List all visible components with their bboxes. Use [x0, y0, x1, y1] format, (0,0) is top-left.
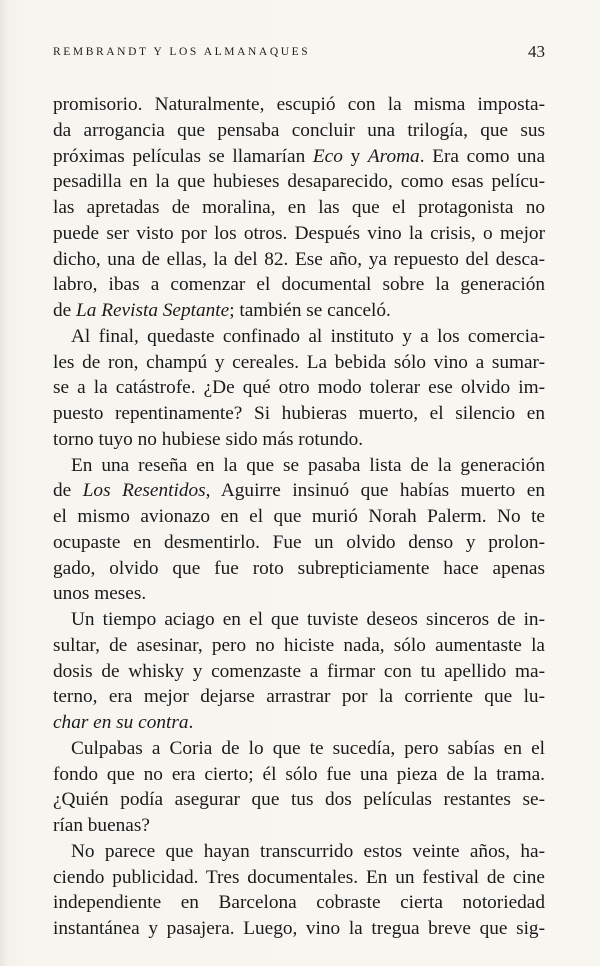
- text-run: y: [342, 145, 368, 167]
- text-line: fondo que no era cierto; él sólo fue una pieza de la trama.: [53, 763, 545, 785]
- italic-title: La Revista Septante: [76, 300, 230, 321]
- text-line: [53, 298, 545, 324]
- text-line: el mismo avionazo en el que murió Norah Palerm. No te: [53, 506, 545, 527]
- text-line: unos meses.: [53, 583, 147, 605]
- text-line: instantánea y pasajera. Luego, vino la tregua breve que sig-: [53, 918, 545, 939]
- text-line: puede ser visto por los otros. Después vino la crisis, o mejor: [53, 222, 545, 244]
- text-line: puesto repentinamente? Si hubieras muerto, el silencio en: [53, 403, 545, 424]
- text-run: de: [53, 480, 83, 502]
- text-line: [53, 710, 545, 736]
- text-line: No parece que hayan transcurrido estos veinte años, ha-: [71, 840, 545, 862]
- text-line: pesadilla en la que hubieses desaparecido, como esas pelícu-: [53, 171, 545, 193]
- text-line: En una reseña en la que se pasaba lista de la generación: [71, 454, 545, 476]
- text-line: sultar, de asesinar, pero no hiciste nada, sólo aumentaste la: [53, 634, 545, 656]
- text-line: ocupaste en desmentirlo. Fue un olvido denso y prolon-: [53, 531, 545, 553]
- text-line: torno tuyo no hubiese sido más rotundo.: [53, 428, 364, 450]
- text-run: de: [53, 300, 77, 321]
- page-header: [53, 42, 545, 66]
- text-line: labro, ibas a comenzar el documental sobre la generación: [53, 274, 545, 296]
- text-line: Culpabas a Coria de lo que te sucedía, pero sabías en el: [71, 737, 545, 759]
- text-line: les de ron, champú y cereales. La bebida sólo vino a sumar-: [53, 351, 545, 373]
- text-line: Al final, quedaste confinado al instituto y a los comercia-: [71, 325, 545, 347]
- text-run: , Aguirre insinuó que habías muerto en: [205, 480, 545, 502]
- italic-title: Eco: [312, 145, 343, 167]
- italic-title: Los Resentidos: [82, 480, 206, 502]
- text-line: gado, olvido que fue roto subrepticiamente hace apenas: [53, 557, 545, 579]
- text-line: Un tiempo aciago en el que tuviste deseos sinceros de in-: [71, 609, 545, 630]
- italic-title: Aroma: [367, 145, 420, 167]
- text-line: [53, 478, 545, 504]
- text-line: dosis de whisky y comenzaste a firmar con tu apellido ma-: [53, 660, 545, 682]
- text-line: ¿Quién podía asegurar que tus dos películas restantes se-: [53, 789, 545, 811]
- text-run: .: [188, 712, 194, 733]
- text-line: promisorio. Naturalmente, escupió con la misma imposta-: [53, 94, 545, 115]
- body-text: [53, 92, 545, 942]
- text-line: se a la catástrofe. ¿De qué otro modo tolerar ese olvido im-: [53, 377, 545, 399]
- text-line: [53, 144, 545, 170]
- text-line: terno, era mejor dejarse arrastrar por la corriente que lu-: [53, 686, 545, 708]
- text-line: las apretadas de moralina, en las que el protagonista no: [53, 197, 545, 218]
- italic-title: char en su contra: [53, 712, 189, 733]
- text-line: independiente en Barcelona cobraste cierta notoriedad: [53, 892, 545, 914]
- text-line: ciendo publicidad. Tres documentales. En un festival de cine: [53, 866, 545, 888]
- text-line: rían buenas?: [53, 815, 150, 836]
- text-run: próximas películas se llamarían: [53, 145, 313, 167]
- text-line: dicho, una de ellas, la del 82. Ese año, ya repuesto del desca-: [53, 248, 545, 270]
- text-run: . Era como una: [419, 145, 546, 167]
- text-run: ; también se canceló.: [229, 300, 391, 321]
- page-number: 43: [528, 42, 545, 61]
- running-head: REMBRANDT Y LOS ALMANAQUES: [53, 46, 311, 58]
- text-line: da arrogancia que pensaba concluir una trilogía, que sus: [53, 119, 545, 141]
